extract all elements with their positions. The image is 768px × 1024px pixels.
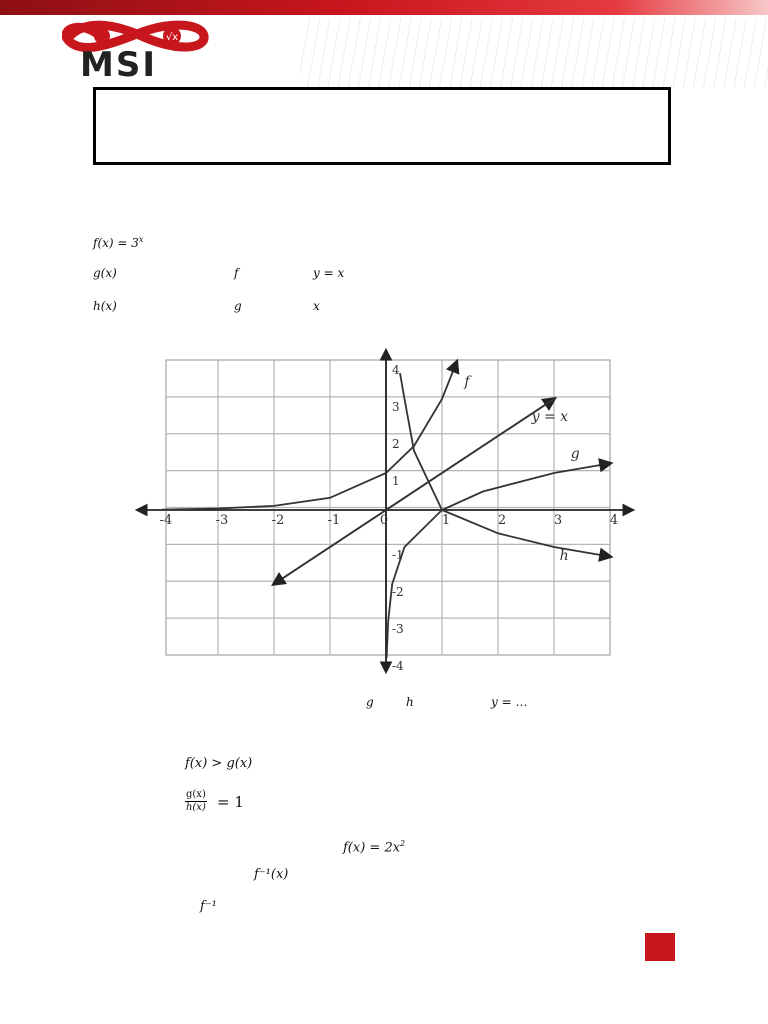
header-watermark [300, 18, 768, 88]
h-definition-ref: g [234, 299, 242, 313]
x-tick-label: 1 [441, 513, 451, 528]
h-definition-name: h(x) [93, 299, 117, 313]
label-line: y = x [531, 409, 569, 426]
label-g: g [570, 446, 580, 463]
label-h: h [559, 547, 569, 564]
label-f: f [464, 374, 470, 391]
top-accent-bar [0, 0, 768, 15]
logo-text: MSI [80, 45, 157, 85]
x-tick-label: -4 [159, 513, 173, 528]
x-tick-label: 3 [553, 513, 563, 528]
x-tick-label: -2 [271, 513, 285, 528]
logo-symbol: √x [165, 32, 179, 43]
page-marker [645, 933, 675, 961]
y-tick-label: -3 [392, 622, 404, 636]
y-tick-label: -2 [392, 585, 404, 599]
h-definition-axis: x [313, 299, 320, 313]
fraction-denominator: h(x) [185, 802, 206, 813]
y-tick-label: 1 [392, 474, 400, 488]
y-tick-label: 3 [392, 400, 400, 414]
g-definition-name: g(x) [93, 266, 117, 280]
x-tick-label: -3 [215, 513, 229, 528]
question-inverse: f⁻¹(x) [254, 867, 289, 882]
question-inequality: f(x) > g(x) [185, 756, 253, 771]
x-tick-label: 0 [379, 513, 389, 528]
fraction-equals-one: = 1 [217, 793, 244, 811]
curve-line-back [271, 399, 554, 584]
question-fraction [185, 789, 207, 814]
title-box [93, 87, 671, 165]
curve-f [162, 362, 457, 510]
question-inverse-2: f⁻¹ [200, 899, 217, 914]
question-new-f: $f(x) = 2x^2$ [343, 839, 406, 856]
x-tick-label: 4 [609, 513, 619, 528]
x-tick-label: -1 [327, 513, 341, 528]
g-definition-line: y = x [313, 266, 345, 280]
question-intersect-g: g [366, 695, 374, 709]
fraction-numerator: g(x) [186, 789, 206, 800]
y-tick-label: 4 [392, 363, 400, 377]
y-tick-label: -4 [392, 659, 404, 673]
curve-h [400, 373, 610, 556]
question-intersect-y: y = … [491, 695, 528, 709]
function-graph [130, 325, 640, 675]
question-intersect-h: h [406, 695, 414, 709]
f-definition: $f(x) = 3^x$ [93, 235, 144, 250]
y-tick-label: 2 [392, 437, 400, 451]
g-definition-ref: f [234, 266, 239, 280]
x-tick-label: 2 [497, 513, 507, 528]
y-tick-label: -1 [392, 548, 404, 562]
